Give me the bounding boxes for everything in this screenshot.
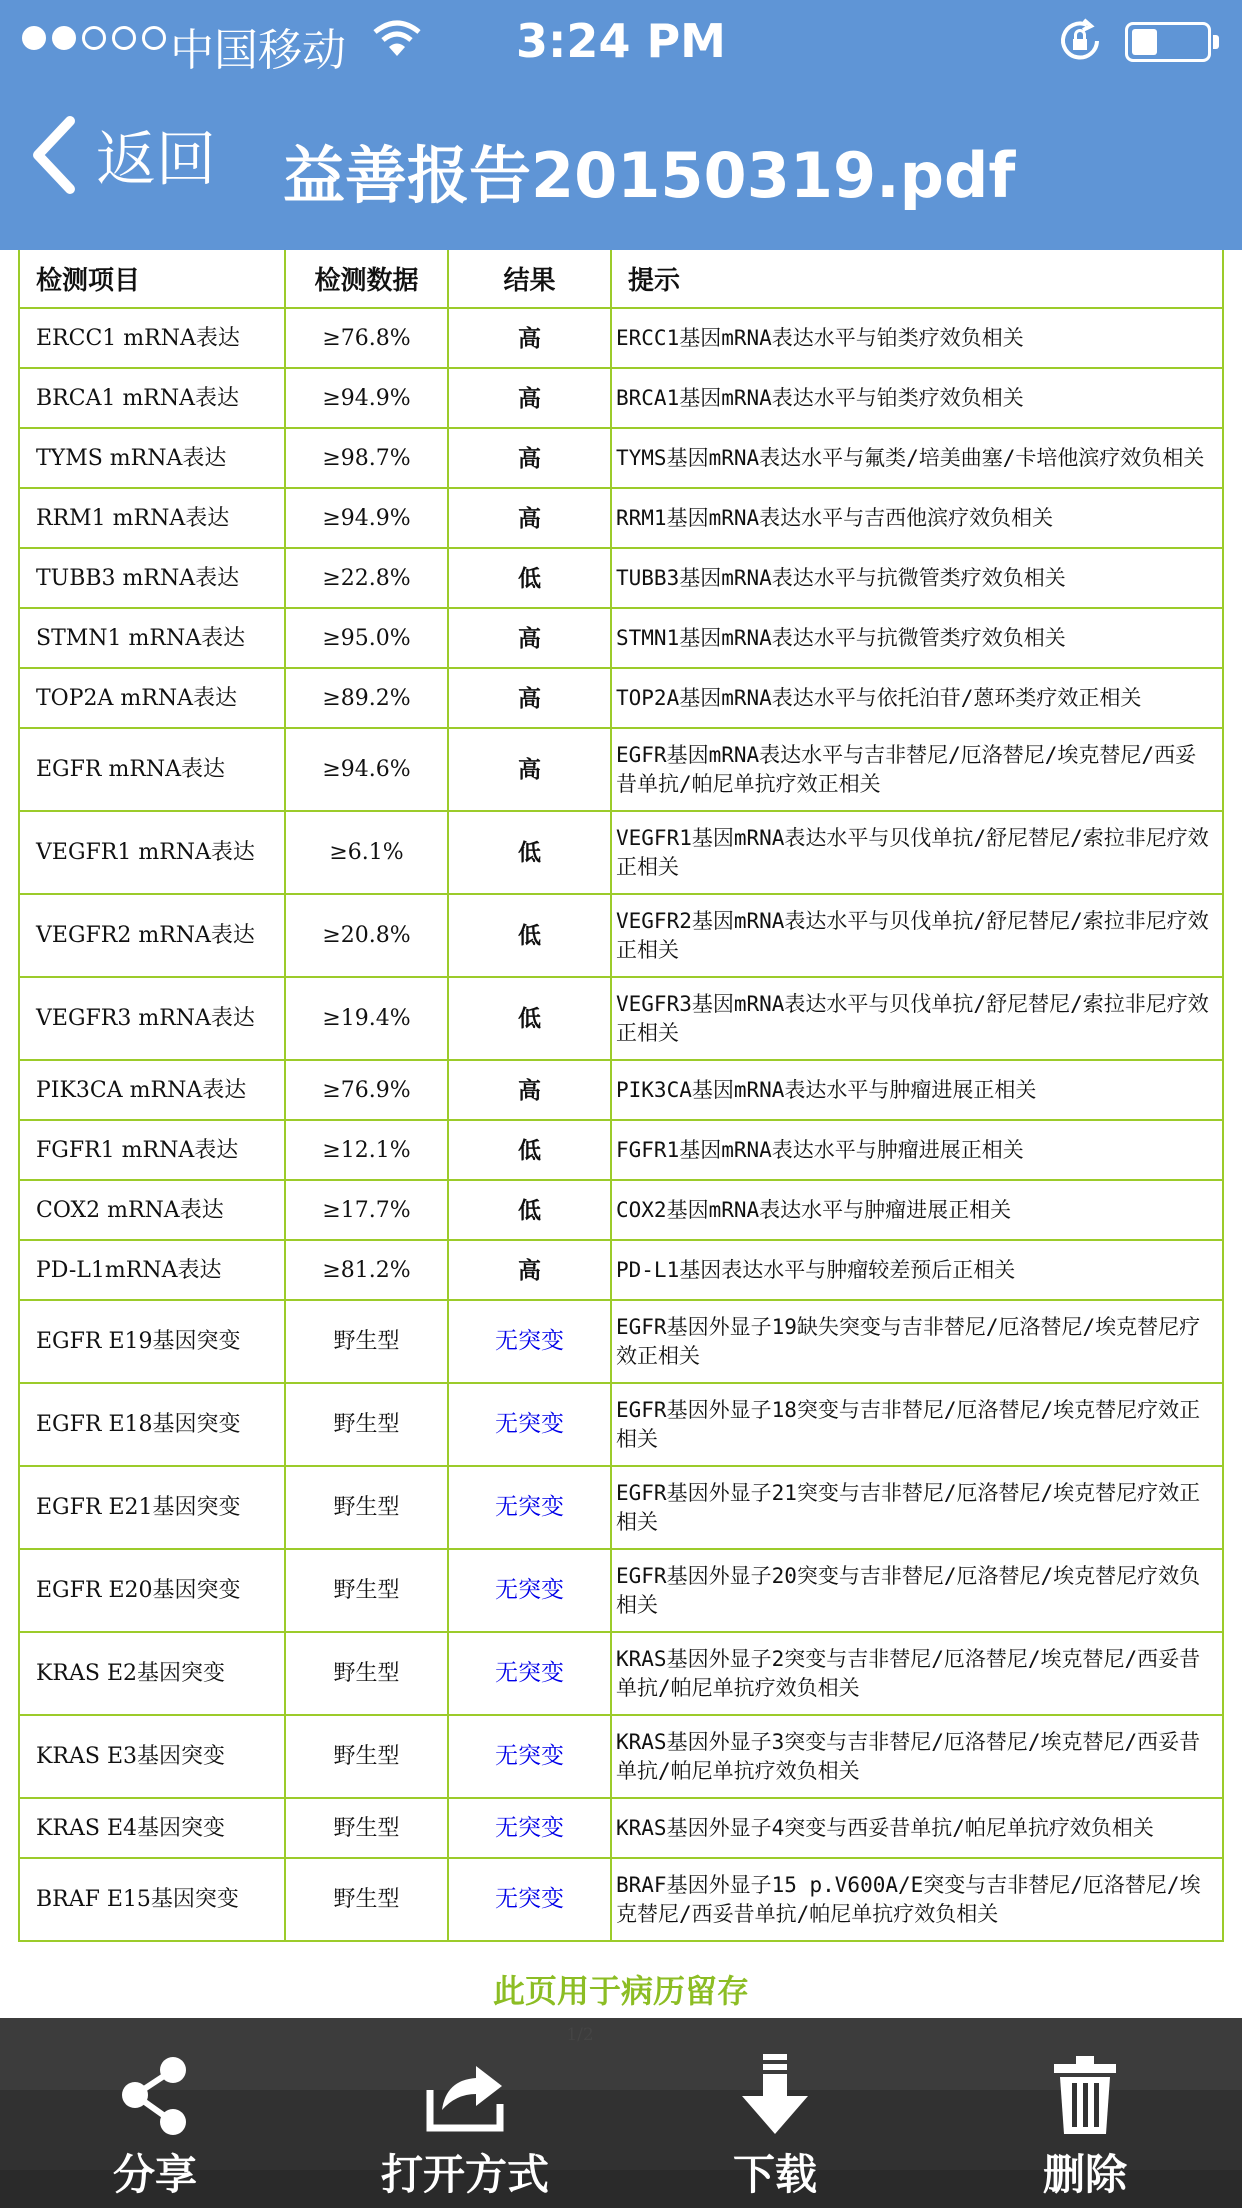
cell-item: EGFR E21基因突变 xyxy=(19,1466,285,1549)
cell-result: 无突变 xyxy=(448,1858,611,1941)
table-row xyxy=(19,488,1223,548)
cell-result: 无突变 xyxy=(448,1798,611,1858)
table-row xyxy=(19,1180,1223,1240)
cell-tip: EGFR基因外显子19缺失突变与吉非替尼/厄洛替尼/埃克替尼疗效正相关 xyxy=(611,1300,1223,1383)
carrier-name: 中国移动 xyxy=(170,25,346,76)
table-row xyxy=(19,668,1223,728)
cell-item: TUBB3 mRNA表达 xyxy=(19,548,285,608)
cell-result: 高 xyxy=(448,1240,611,1300)
cell-result: 无突变 xyxy=(448,1715,611,1798)
cell-item: VEGFR3 mRNA表达 xyxy=(19,977,285,1060)
share-button[interactable] xyxy=(0,2018,310,2208)
footnote: 此页用于病历留存 xyxy=(492,1972,749,2010)
cell-tip: KRAS基因外显子4突变与西妥昔单抗/帕尼单抗疗效负相关 xyxy=(611,1798,1223,1858)
back-label: 返回 xyxy=(96,125,216,195)
table-row xyxy=(19,811,1223,894)
cell-result: 低 xyxy=(448,1120,611,1180)
cell-item: EGFR E18基因突变 xyxy=(19,1383,285,1466)
table-row xyxy=(19,1858,1223,1941)
open-with-label: 打开方式 xyxy=(380,2150,549,2199)
page-title: 益善报告20150319.pdf xyxy=(283,139,1016,212)
cell-result: 高 xyxy=(448,1060,611,1120)
cell-result: 低 xyxy=(448,811,611,894)
cell-tip: EGFR基因外显子21突变与吉非替尼/厄洛替尼/埃克替尼疗效正相关 xyxy=(611,1466,1223,1549)
status-time: 3:24 PM xyxy=(516,14,726,68)
delete-button[interactable] xyxy=(930,2018,1240,2208)
cell-result: 高 xyxy=(448,728,611,811)
cell-data: ≥89.2% xyxy=(285,668,448,728)
cell-item: KRAS E3基因突变 xyxy=(19,1715,285,1798)
open-with-button[interactable] xyxy=(310,2018,620,2208)
delete-label: 删除 xyxy=(1042,2150,1127,2199)
cell-item: BRAF E15基因突变 xyxy=(19,1858,285,1941)
table-row xyxy=(19,1798,1223,1858)
cell-data: ≥76.8% xyxy=(285,308,448,368)
cell-result: 低 xyxy=(448,977,611,1060)
cell-result: 无突变 xyxy=(448,1632,611,1715)
column-header-item: 检测项目 xyxy=(19,250,285,308)
cell-item: BRCA1 mRNA表达 xyxy=(19,368,285,428)
report-table xyxy=(18,250,1224,1942)
cell-item: KRAS E2基因突变 xyxy=(19,1632,285,1715)
table-row xyxy=(19,894,1223,977)
cell-tip: PIK3CA基因mRNA表达水平与肿瘤进展正相关 xyxy=(611,1060,1223,1120)
cell-result: 高 xyxy=(448,308,611,368)
table-row xyxy=(19,428,1223,488)
cell-result: 无突变 xyxy=(448,1300,611,1383)
battery-level xyxy=(1132,29,1157,55)
cell-data: ≥6.1% xyxy=(285,811,448,894)
cell-data: 野生型 xyxy=(285,1300,448,1383)
column-header-data: 检测数据 xyxy=(285,250,448,308)
cell-item: PD-L1mRNA表达 xyxy=(19,1240,285,1300)
table-row xyxy=(19,1300,1223,1383)
column-header-tip: 提示 xyxy=(611,250,1223,308)
cell-item: RRM1 mRNA表达 xyxy=(19,488,285,548)
status-bar xyxy=(0,0,1242,82)
table-row xyxy=(19,728,1223,811)
top-bar xyxy=(0,0,1242,250)
cell-tip: VEGFR2基因mRNA表达水平与贝伐单抗/舒尼替尼/索拉非尼疗效正相关 xyxy=(611,894,1223,977)
cell-result: 高 xyxy=(448,668,611,728)
table-row xyxy=(19,548,1223,608)
cell-tip: PD-L1基因表达水平与肿瘤较差预后正相关 xyxy=(611,1240,1223,1300)
cell-tip: TUBB3基因mRNA表达水平与抗微管类疗效负相关 xyxy=(611,548,1223,608)
cell-data: ≥98.7% xyxy=(285,428,448,488)
back-button[interactable] xyxy=(28,112,216,198)
cell-data: 野生型 xyxy=(285,1466,448,1549)
cell-data: ≥12.1% xyxy=(285,1120,448,1180)
table-row xyxy=(19,368,1223,428)
table-row xyxy=(19,1120,1223,1180)
cell-data: 野生型 xyxy=(285,1632,448,1715)
cell-tip: VEGFR3基因mRNA表达水平与贝伐单抗/舒尼替尼/索拉非尼疗效正相关 xyxy=(611,977,1223,1060)
cell-item: TYMS mRNA表达 xyxy=(19,428,285,488)
cell-result: 无突变 xyxy=(448,1466,611,1549)
cell-result: 高 xyxy=(448,608,611,668)
cell-data: ≥95.0% xyxy=(285,608,448,668)
cell-result: 无突变 xyxy=(448,1383,611,1466)
table-row xyxy=(19,1632,1223,1715)
table-row xyxy=(19,1060,1223,1120)
cell-item: VEGFR1 mRNA表达 xyxy=(19,811,285,894)
table-row xyxy=(19,1383,1223,1466)
cell-result: 低 xyxy=(448,894,611,977)
cell-data: 野生型 xyxy=(285,1383,448,1466)
cell-tip: VEGFR1基因mRNA表达水平与贝伐单抗/舒尼替尼/索拉非尼疗效正相关 xyxy=(611,811,1223,894)
cell-data: ≥19.4% xyxy=(285,977,448,1060)
cell-data: 野生型 xyxy=(285,1549,448,1632)
cell-item: TOP2A mRNA表达 xyxy=(19,668,285,728)
cell-data: ≥94.9% xyxy=(285,488,448,548)
share-label: 分享 xyxy=(112,2150,197,2199)
cell-tip: RRM1基因mRNA表达水平与吉西他滨疗效负相关 xyxy=(611,488,1223,548)
cell-tip: KRAS基因外显子3突变与吉非替尼/厄洛替尼/埃克替尼/西妥昔单抗/帕尼单抗疗效负相关 xyxy=(611,1715,1223,1798)
cell-data: ≥81.2% xyxy=(285,1240,448,1300)
cell-item: COX2 mRNA表达 xyxy=(19,1180,285,1240)
table-header-row xyxy=(19,250,1223,308)
column-header-result: 结果 xyxy=(448,250,611,308)
cell-data: 野生型 xyxy=(285,1798,448,1858)
chevron-left-icon xyxy=(28,115,78,195)
cell-tip: KRAS基因外显子2突变与吉非替尼/厄洛替尼/埃克替尼/西妥昔单抗/帕尼单抗疗效负相关 xyxy=(611,1632,1223,1715)
cell-tip: FGFR1基因mRNA表达水平与肿瘤进展正相关 xyxy=(611,1120,1223,1180)
table-body xyxy=(19,308,1223,1941)
cell-data: ≥94.6% xyxy=(285,728,448,811)
cell-result: 无突变 xyxy=(448,1549,611,1632)
cell-item: EGFR E19基因突变 xyxy=(19,1300,285,1383)
table-row xyxy=(19,1240,1223,1300)
cell-tip: EGFR基因外显子18突变与吉非替尼/厄洛替尼/埃克替尼疗效正相关 xyxy=(611,1383,1223,1466)
download-label: 下载 xyxy=(732,2150,817,2199)
open-with-icon xyxy=(310,2050,620,2140)
table-row xyxy=(19,1549,1223,1632)
table-row xyxy=(19,308,1223,368)
rotation-lock-icon xyxy=(1057,18,1103,68)
cell-tip: ERCC1基因mRNA表达水平与铂类疗效负相关 xyxy=(611,308,1223,368)
cell-item: FGFR1 mRNA表达 xyxy=(19,1120,285,1180)
page-indicator: 1/2 xyxy=(566,2025,594,2045)
cell-item: ERCC1 mRNA表达 xyxy=(19,308,285,368)
cell-item: PIK3CA mRNA表达 xyxy=(19,1060,285,1120)
cell-item: STMN1 mRNA表达 xyxy=(19,608,285,668)
cell-tip: BRCA1基因mRNA表达水平与铂类疗效负相关 xyxy=(611,368,1223,428)
cell-tip: COX2基因mRNA表达水平与肿瘤进展正相关 xyxy=(611,1180,1223,1240)
share-icon xyxy=(0,2050,310,2140)
cell-data: ≥17.7% xyxy=(285,1180,448,1240)
cell-result: 低 xyxy=(448,1180,611,1240)
download-icon xyxy=(620,2050,930,2140)
cell-data: 野生型 xyxy=(285,1715,448,1798)
cell-result: 低 xyxy=(448,548,611,608)
battery-tip xyxy=(1213,35,1219,49)
cell-item: KRAS E4基因突变 xyxy=(19,1798,285,1858)
cell-result: 高 xyxy=(448,428,611,488)
cell-tip: EGFR基因mRNA表达水平与吉非替尼/厄洛替尼/埃克替尼/西妥昔单抗/帕尼单抗疗效正相关 xyxy=(611,728,1223,811)
cell-tip: BRAF基因外显子15 p.V600A/E突变与吉非替尼/厄洛替尼/埃克替尼/西妥昔单抗/帕尼单抗疗效负相关 xyxy=(611,1858,1223,1941)
cell-tip: TOP2A基因mRNA表达水平与依托泊苷/蒽环类疗效正相关 xyxy=(611,668,1223,728)
battery-icon xyxy=(1125,22,1211,62)
cell-tip: STMN1基因mRNA表达水平与抗微管类疗效负相关 xyxy=(611,608,1223,668)
cell-data: ≥20.8% xyxy=(285,894,448,977)
cell-item: VEGFR2 mRNA表达 xyxy=(19,894,285,977)
trash-icon xyxy=(930,2050,1240,2140)
cell-data: ≥94.9% xyxy=(285,368,448,428)
download-button[interactable] xyxy=(620,2018,930,2208)
cell-result: 高 xyxy=(448,368,611,428)
cell-result: 高 xyxy=(448,488,611,548)
cell-tip: EGFR基因外显子20突变与吉非替尼/厄洛替尼/埃克替尼疗效负相关 xyxy=(611,1549,1223,1632)
cell-item: EGFR E20基因突变 xyxy=(19,1549,285,1632)
cell-data: 野生型 xyxy=(285,1858,448,1941)
cell-tip: TYMS基因mRNA表达水平与氟类/培美曲塞/卡培他滨疗效负相关 xyxy=(611,428,1223,488)
table-row xyxy=(19,977,1223,1060)
table-row xyxy=(19,1715,1223,1798)
table-row xyxy=(19,608,1223,668)
cell-item: EGFR mRNA表达 xyxy=(19,728,285,811)
table-row xyxy=(19,1466,1223,1549)
bottom-toolbar xyxy=(0,2018,1242,2208)
cell-data: ≥76.9% xyxy=(285,1060,448,1120)
cell-data: ≥22.8% xyxy=(285,548,448,608)
